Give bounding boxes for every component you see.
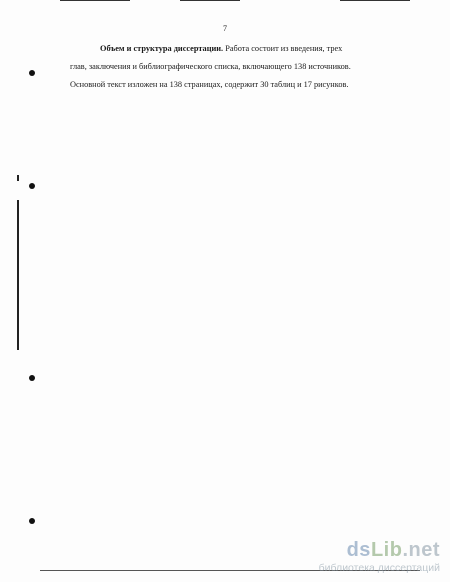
line-1-text: Работа состоит из введения, трех (223, 44, 343, 53)
scan-top-artifact (60, 0, 420, 2)
dslib-watermark (319, 540, 440, 574)
binding-margin-mark (17, 175, 19, 181)
paragraph-line-3: Основной текст изложен на 138 страницах, содержит 30 таблиц и 17 рисунков. (70, 80, 349, 89)
dslib-logo: dsLib.net (346, 539, 440, 561)
page-number: 7 (223, 24, 227, 33)
paragraph-line-1 (70, 40, 412, 58)
paragraph-volume-structure (70, 40, 412, 94)
punch-hole (29, 375, 35, 381)
punch-hole (29, 70, 35, 76)
punch-hole (29, 183, 35, 189)
paragraph-line-2: глав, заключения и библиографического списка, включающего 138 источников. (70, 62, 351, 71)
inline-heading: Объем и структура диссертации. (100, 44, 224, 53)
scan-line-segment (60, 0, 130, 1)
scan-line-segment (180, 0, 240, 1)
scan-line-segment (340, 0, 410, 1)
binding-margin-line (17, 200, 19, 350)
watermark-subtitle: библиотека диссертаций (318, 562, 440, 574)
punch-hole (29, 518, 35, 524)
